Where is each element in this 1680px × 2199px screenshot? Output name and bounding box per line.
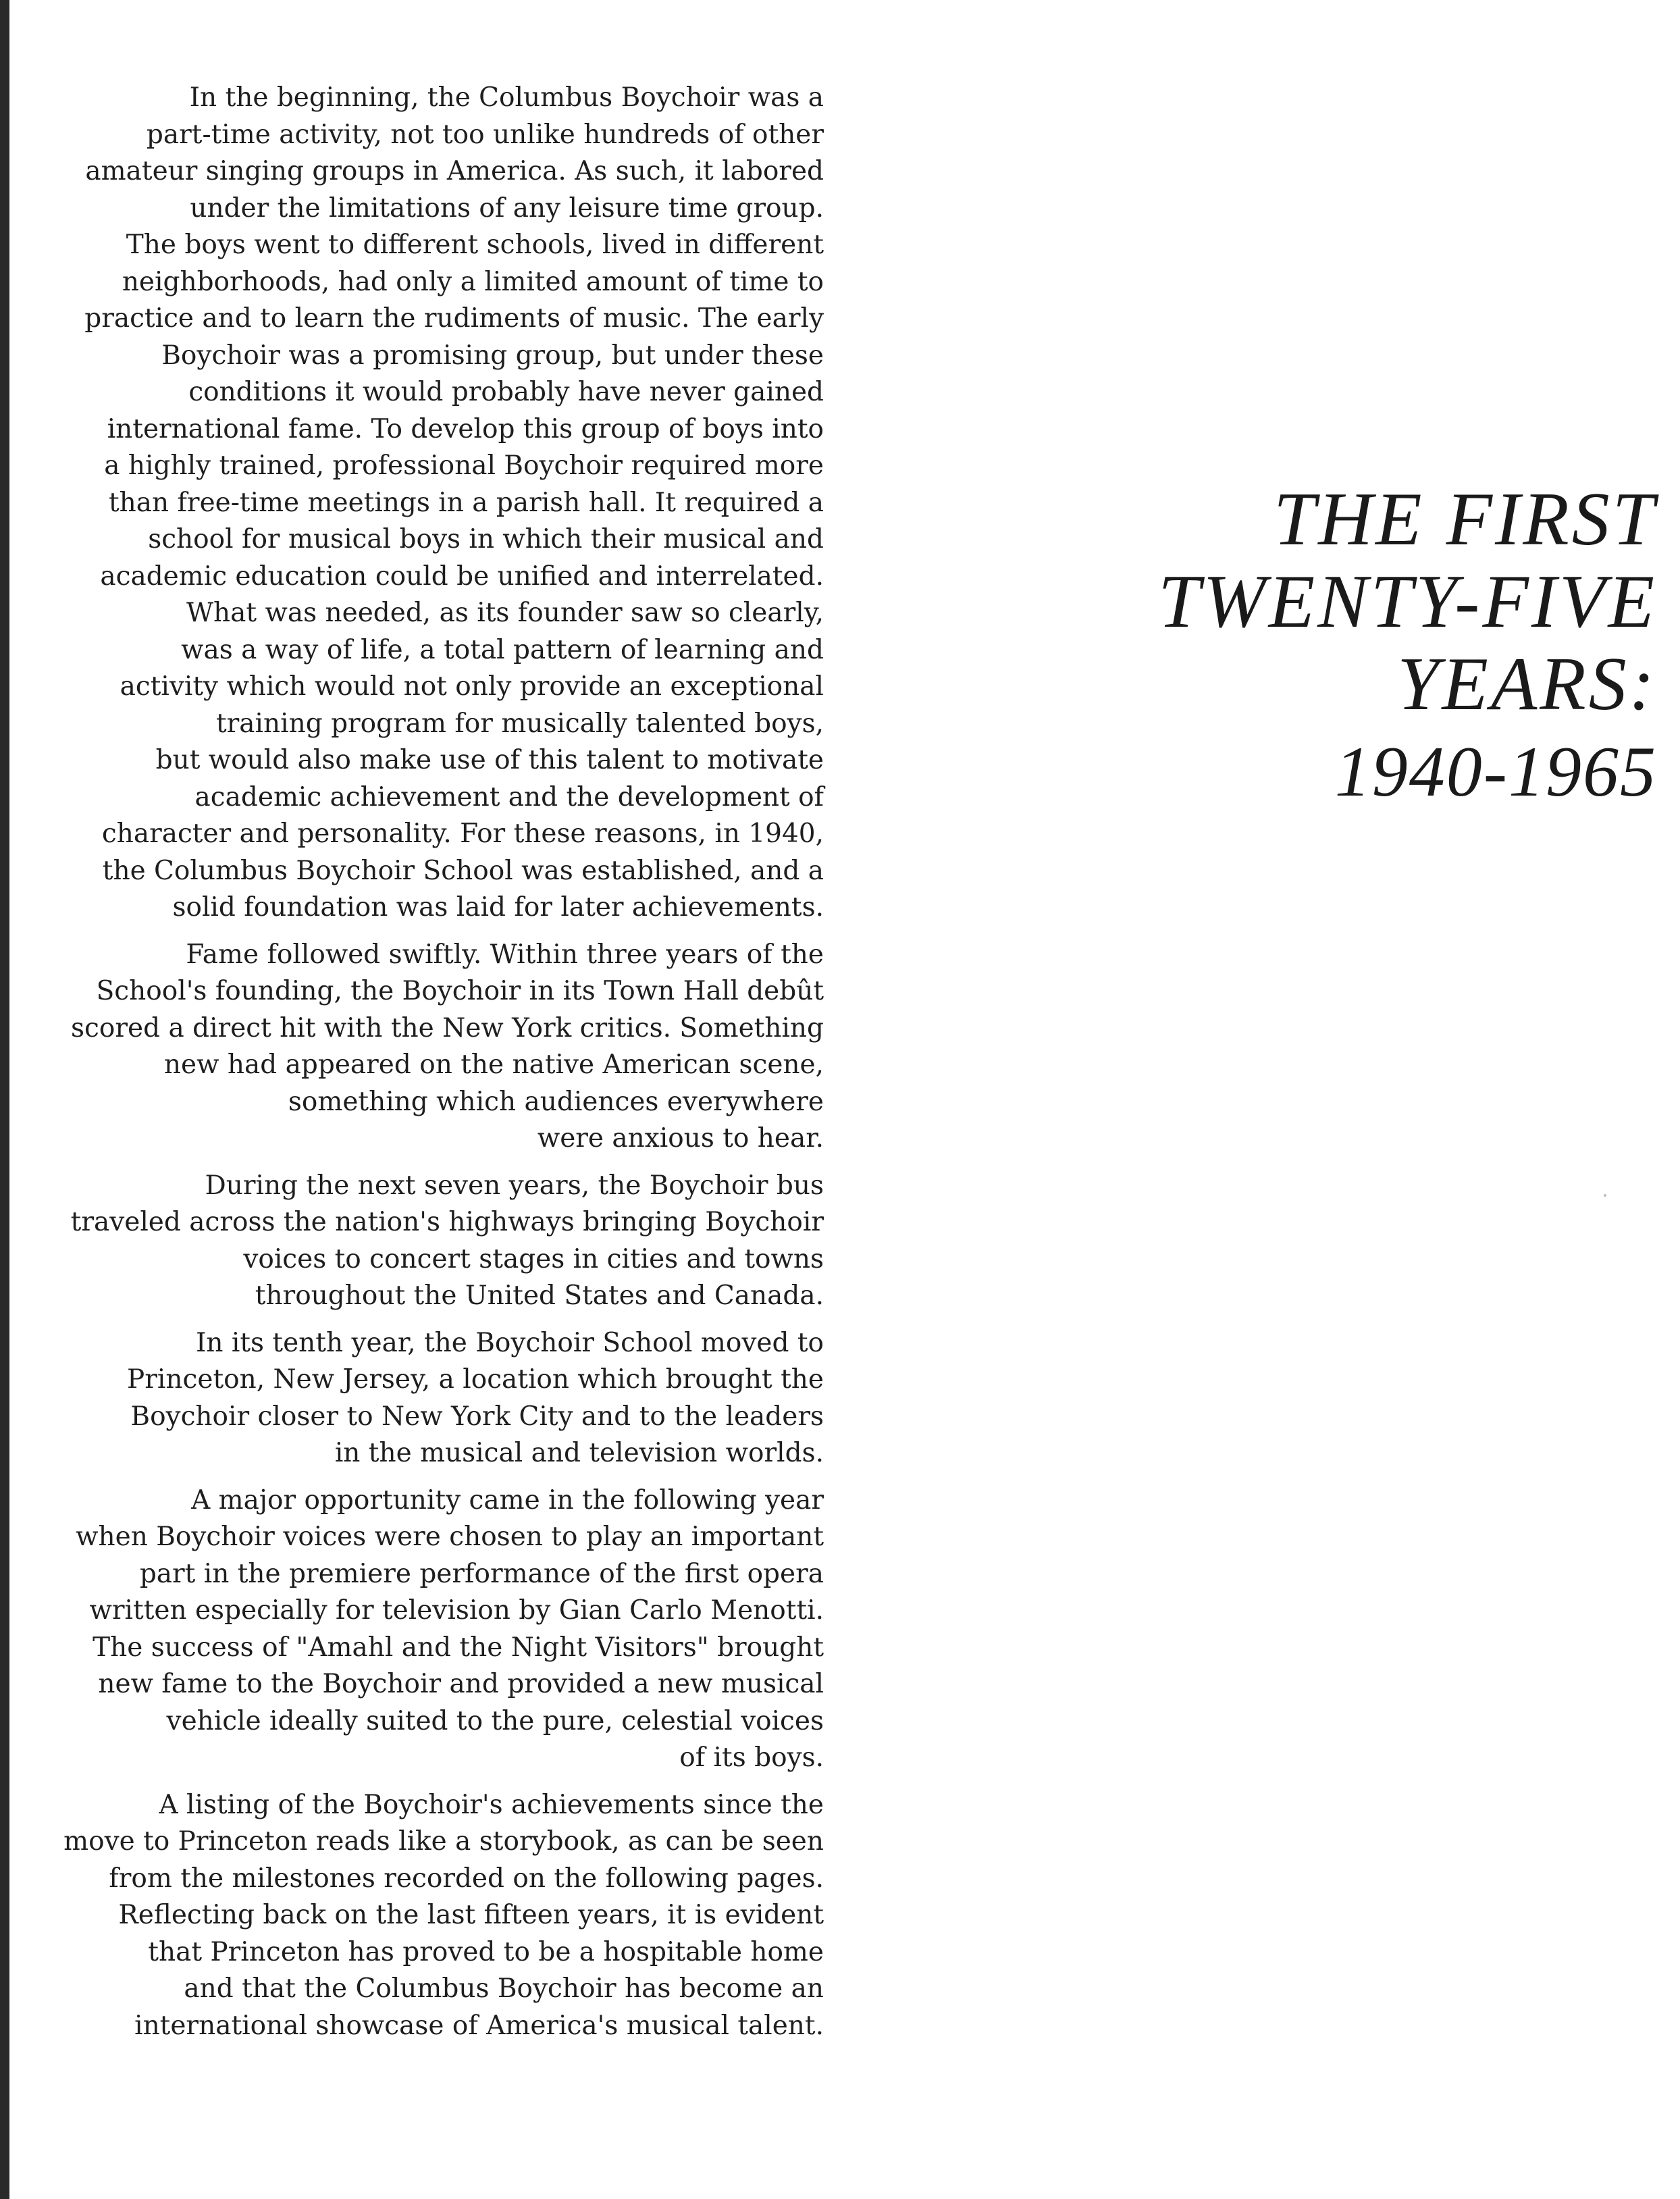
text-line: Princeton, New Jersey, a location which brought the: [127, 1364, 824, 1395]
text-line: conditions it would probably have never gained: [188, 377, 824, 407]
text-line: traveled across the nation's highways bringing Boychoir: [70, 1207, 824, 1237]
text-line: In its tenth year, the Boychoir School moved to: [195, 1327, 824, 1358]
paragraph-1: [41, 80, 824, 927]
text-line: character and personality. For these reasons, in 1940,: [101, 819, 824, 849]
text-line: activity which would not only provide an exceptional: [120, 671, 824, 702]
text-line: Reflecting back on the last fifteen years, it is evident: [118, 1900, 824, 1930]
text-line: The success of "Amahl and the Night Visitors" brought: [93, 1632, 824, 1663]
text-line: school for musical boys in which their musical and: [148, 524, 824, 554]
text-line: solid foundation was laid for later achievements.: [172, 892, 824, 923]
text-line: What was needed, as its founder saw so clearly,: [186, 598, 824, 628]
text-line: international fame. To develop this group of boys into: [107, 413, 824, 444]
text-line: Boychoir closer to New York City and to the leaders: [130, 1401, 824, 1432]
section-title: [1049, 478, 1657, 816]
text-line: part in the premiere performance of the first opera: [139, 1558, 824, 1589]
text-line: During the next seven years, the Boychoir bus: [205, 1170, 824, 1201]
text-line: of its boys.: [679, 1742, 824, 1773]
text-line: academic education could be unified and interrelated.: [100, 561, 824, 592]
text-line: was a way of life, a total pattern of learning and: [181, 634, 824, 665]
scan-edge-shadow: [0, 0, 9, 2199]
title-years: 1940-1965: [1334, 732, 1657, 811]
body-text-column: [41, 80, 824, 2044]
text-line: Fame followed swiftly. Within three years of the: [186, 939, 824, 970]
text-line: in the musical and television worlds.: [334, 1438, 824, 1468]
text-line: when Boychoir voices were chosen to play an important: [76, 1522, 824, 1552]
text-line: move to Princeton reads like a storybook, as can be seen: [63, 1826, 824, 1857]
title-line: THE FIRST: [1274, 477, 1657, 561]
text-line: a highly trained, professional Boychoir required more: [104, 450, 824, 481]
text-line: scored a direct hit with the New York critics. Something: [71, 1012, 824, 1043]
text-line: but would also make use of this talent to motivate: [155, 745, 824, 775]
text-line: throughout the United States and Canada.: [255, 1280, 824, 1311]
text-line: Boychoir was a promising group, but under these: [161, 340, 824, 371]
text-line: were anxious to hear.: [537, 1123, 824, 1154]
text-line: amateur singing groups in America. As such, it labored: [85, 156, 824, 186]
text-line: new fame to the Boychoir and provided a new musical: [98, 1669, 824, 1699]
text-line: A major opportunity came in the following year: [191, 1484, 824, 1516]
text-line: and that the Columbus Boychoir has become an: [184, 1973, 824, 2004]
text-line: training program for musically talented boys,: [215, 708, 824, 739]
paragraph-3: [41, 1168, 824, 1315]
text-line: new had appeared on the native American scene,: [163, 1050, 824, 1080]
text-line: international showcase of America's musical talent.: [134, 2010, 824, 2041]
text-line: vehicle ideally suited to the pure, celestial voices: [166, 1705, 824, 1736]
text-line: academic achievement and the development of: [194, 781, 824, 812]
scan-speck: [1604, 1194, 1606, 1197]
text-line: that Princeton has proved to be a hospitable home: [148, 1936, 824, 1967]
text-line: practice and to learn the rudiments of music. The early: [84, 303, 824, 334]
text-line: written especially for television by Gian Carlo Menotti.: [89, 1595, 824, 1626]
text-line: neighborhoods, had only a limited amount of time to: [122, 266, 824, 297]
paragraph-2: [41, 937, 824, 1158]
text-line: under the limitations of any leisure time group.: [190, 192, 824, 224]
paragraph-4: [41, 1325, 824, 1472]
text-line: something which audiences everywhere: [288, 1086, 824, 1117]
text-line: A listing of the Boychoir's achievements since the: [159, 1789, 824, 1820]
text-line: from the milestones recorded on the following pages.: [109, 1863, 824, 1894]
text-line: than free-time meetings in a parish hall. It required a: [108, 487, 824, 518]
text-line: part-time activity, not too unlike hundreds of other: [146, 119, 824, 150]
text-line: School's founding, the Boychoir in its Town Hall debût: [96, 976, 824, 1006]
text-line: In the beginning, the Columbus Boychoir was a: [189, 82, 824, 113]
text-line: the Columbus Boychoir School was established, and a: [102, 855, 824, 886]
paragraph-6: [41, 1787, 824, 2045]
text-line: voices to concert stages in cities and towns: [243, 1243, 824, 1274]
text-line: The boys went to different schools, lived in different: [126, 230, 824, 260]
title-line: TWENTY-FIVE: [1158, 560, 1657, 644]
title-line: YEARS:: [1397, 642, 1657, 726]
paragraph-5: [41, 1482, 824, 1777]
